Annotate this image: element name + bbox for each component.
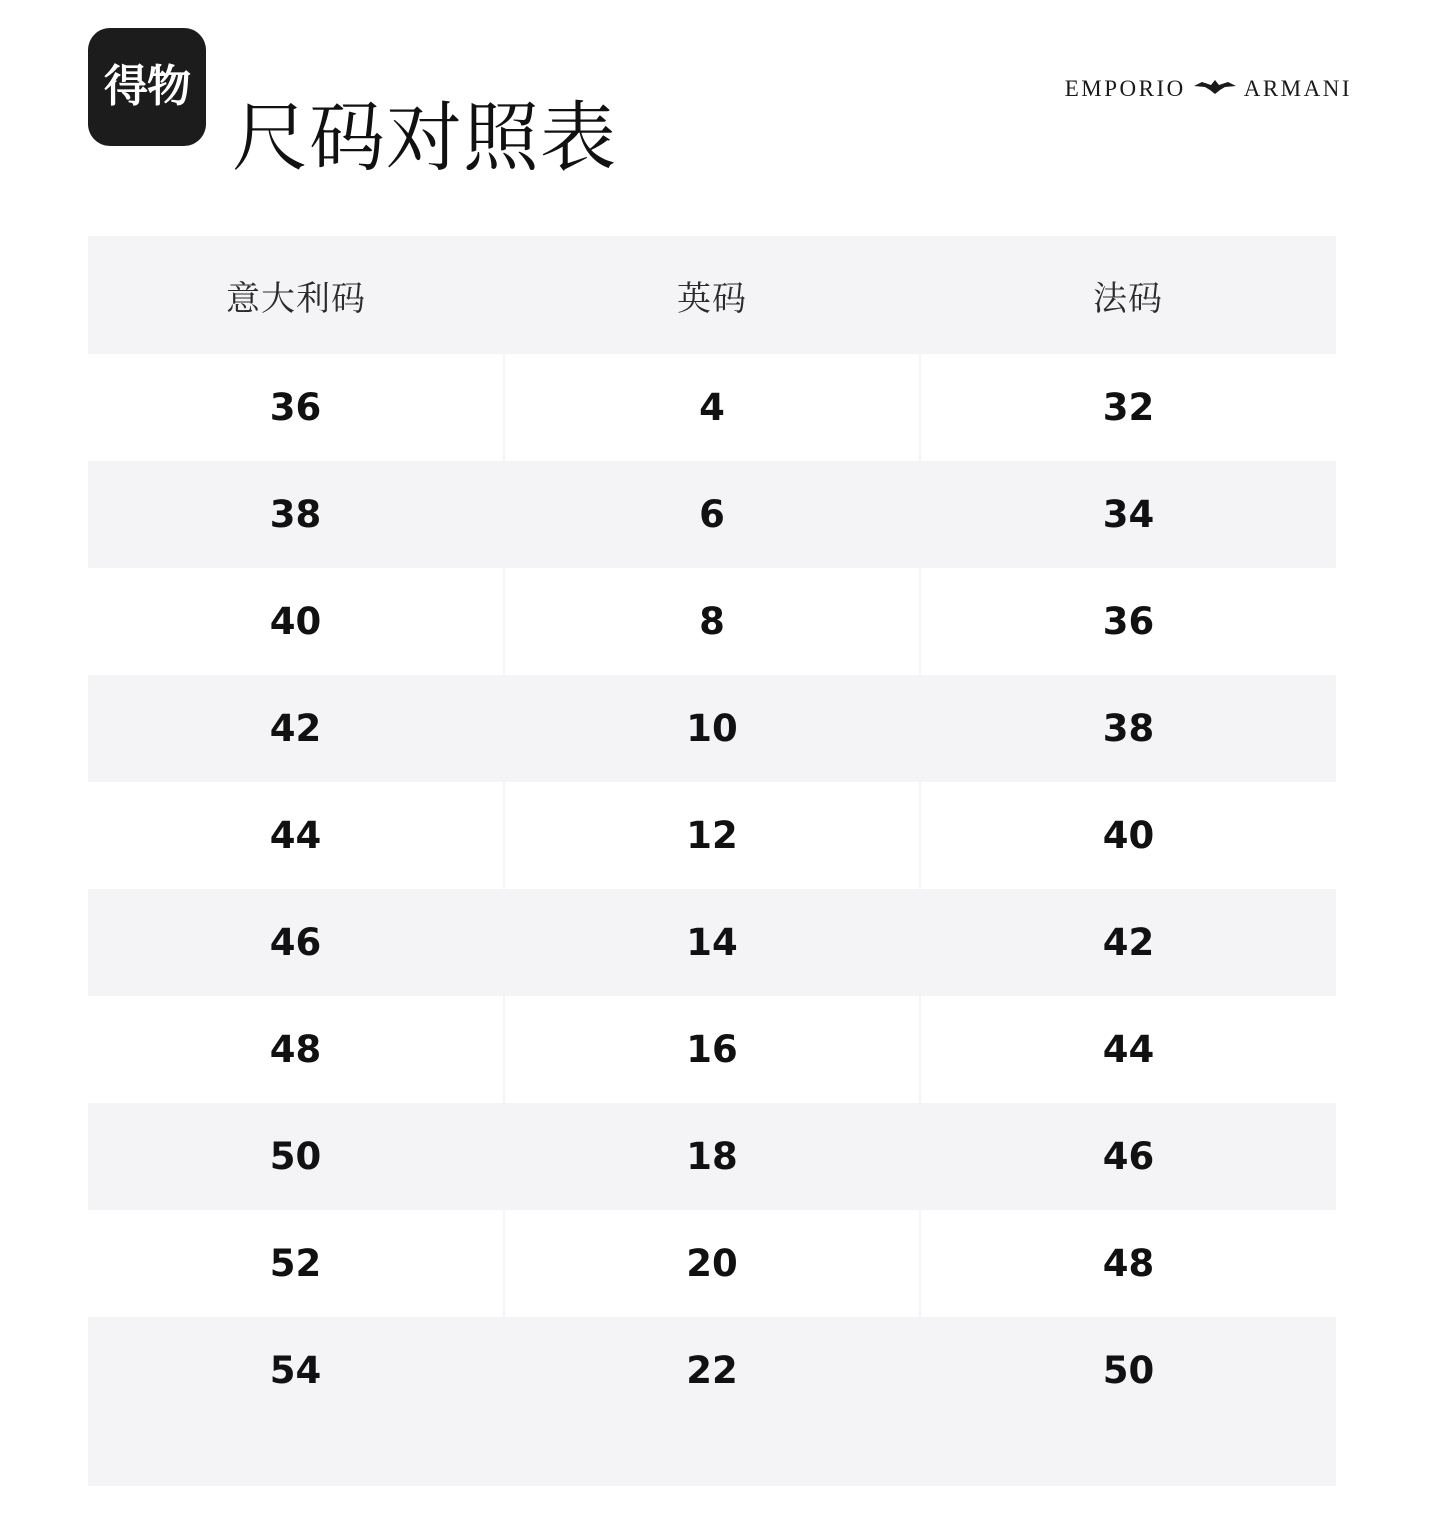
page-title: 尺码对照表 — [232, 92, 617, 182]
table-row — [88, 568, 1336, 675]
cell-uk: 16 — [504, 996, 920, 1103]
cell-it: 52 — [88, 1210, 504, 1317]
table-row — [88, 1103, 1336, 1210]
table-row — [88, 461, 1336, 568]
cell-it: 48 — [88, 996, 504, 1103]
cell-fr: 46 — [920, 1103, 1336, 1210]
cell-uk: 14 — [504, 889, 920, 996]
cell-fr: 38 — [920, 675, 1336, 782]
cell-it: 50 — [88, 1103, 504, 1210]
cell-uk: 22 — [504, 1317, 920, 1424]
cell-fr: 34 — [920, 461, 1336, 568]
cell-it: 46 — [88, 889, 504, 996]
table-row — [88, 782, 1336, 889]
cell-fr: 40 — [920, 782, 1336, 889]
cell-it: 40 — [88, 568, 504, 675]
page-header — [88, 28, 1352, 182]
column-header-fr: 法码 — [1093, 278, 1163, 319]
size-chart-table — [88, 236, 1336, 1424]
brand-wordmark-left: EMPORIO — [1064, 76, 1186, 101]
dewu-logo-icon — [88, 28, 206, 146]
dewu-logo-label: 得物 — [104, 61, 190, 112]
column-header-it: 意大利码 — [226, 278, 366, 319]
table-bottom-padding — [88, 1424, 1336, 1486]
brand-wordmark — [1065, 76, 1352, 102]
cell-fr: 36 — [920, 568, 1336, 675]
cell-it: 38 — [88, 461, 504, 568]
cell-it: 42 — [88, 675, 504, 782]
table-row — [88, 889, 1336, 996]
table-row — [88, 1210, 1336, 1317]
armani-eagle-icon — [1192, 76, 1238, 102]
cell-fr: 50 — [920, 1317, 1336, 1424]
cell-fr: 48 — [920, 1210, 1336, 1317]
brand-wordmark-right: ARMANI — [1243, 76, 1352, 101]
cell-uk: 10 — [504, 675, 920, 782]
table-row — [88, 1317, 1336, 1424]
table-row — [88, 996, 1336, 1103]
cell-it: 36 — [88, 354, 504, 461]
cell-it: 54 — [88, 1317, 504, 1424]
cell-uk: 18 — [504, 1103, 920, 1210]
size-chart-container — [88, 236, 1336, 1486]
cell-uk: 8 — [504, 568, 920, 675]
cell-uk: 12 — [504, 782, 920, 889]
cell-it: 44 — [88, 782, 504, 889]
cell-fr: 32 — [920, 354, 1336, 461]
column-header-uk: 英码 — [677, 278, 747, 319]
cell-fr: 42 — [920, 889, 1336, 996]
cell-uk: 20 — [504, 1210, 920, 1317]
table-row — [88, 675, 1336, 782]
cell-fr: 44 — [920, 996, 1336, 1103]
size-chart-body — [88, 354, 1336, 1424]
cell-uk: 6 — [504, 461, 920, 568]
size-chart-header-row — [88, 236, 1336, 354]
cell-uk: 4 — [504, 354, 920, 461]
table-row — [88, 354, 1336, 461]
